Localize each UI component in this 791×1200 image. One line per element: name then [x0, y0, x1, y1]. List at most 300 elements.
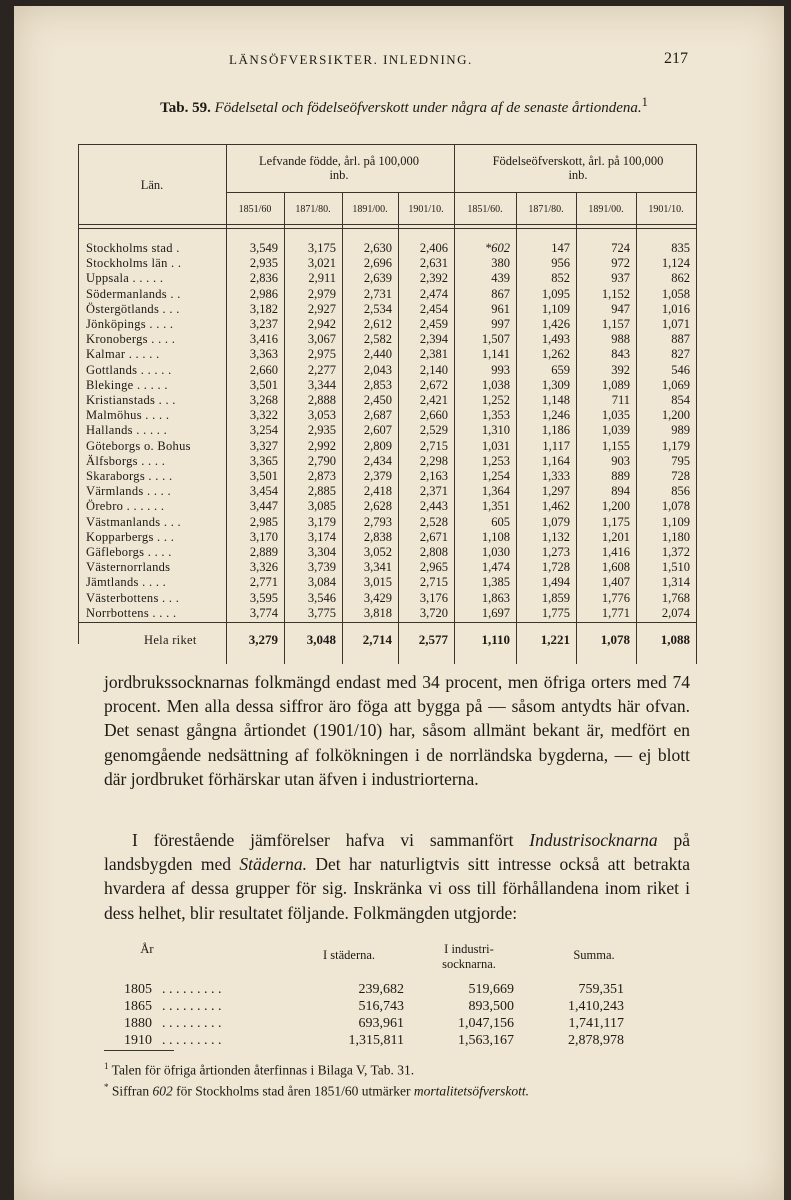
table-cell: 2,992: [307, 438, 336, 453]
table-cell: 439: [491, 271, 510, 286]
table-cell: 3,501: [249, 469, 278, 483]
table-cell: 2,371: [419, 484, 448, 499]
table-cell: 2,965: [419, 560, 448, 575]
table-cell: 956: [551, 256, 570, 271]
county-name: Örebro . . . . . .: [86, 499, 165, 514]
table-cell: 988: [611, 332, 630, 347]
table-cell: 2,986: [249, 286, 278, 301]
table-cell: 1,109: [661, 514, 690, 529]
table-row: [58, 270, 698, 286]
table-cell: 947: [611, 301, 630, 316]
table-cell: 3,176: [419, 590, 448, 605]
table-cell: 1,416: [601, 545, 630, 559]
table-cell: 1,155: [601, 438, 630, 453]
table-cell: 1,333: [541, 469, 570, 483]
paragraph-2-part-2: på landsbygden med: [104, 830, 690, 875]
table-cell: 2,715: [419, 438, 448, 453]
table-cell: 3,775: [307, 605, 336, 620]
table-cell: 1,351: [481, 499, 510, 514]
table-cell: 2,660: [419, 408, 448, 423]
table-cell: 843: [611, 347, 630, 362]
table-cell: 3,182: [249, 301, 278, 316]
table-cell: 380: [491, 256, 510, 271]
table-cell: 2,392: [419, 271, 448, 286]
table-cell: 2,687: [363, 408, 392, 423]
table-cell: 1,262: [541, 347, 570, 362]
table-cell: 1,152: [601, 286, 630, 301]
page-header: [14, 50, 784, 72]
table-cell: 2,379: [363, 469, 392, 483]
column-header-lan: Län.: [140, 178, 164, 192]
table-cell: 894: [611, 484, 630, 499]
table-cell: 2,696: [363, 256, 392, 271]
table-cell: 1,200: [601, 499, 630, 514]
table-cell: 1,157: [601, 317, 630, 331]
table-cell: 2,790: [307, 453, 336, 468]
table-cell: 3,774: [249, 605, 278, 620]
table-cell: 1,385: [481, 575, 510, 590]
table-cell: 1,039: [601, 423, 630, 438]
running-head: LÄNSÖFVERSIKTER. INLEDNING.: [229, 52, 473, 67]
table-row: [58, 301, 698, 317]
table-cell: 2,715: [419, 575, 448, 590]
table-cell: 1,771: [601, 605, 630, 620]
table-cell: 3,739: [307, 560, 336, 575]
paragraph-1: [104, 670, 690, 791]
table-cell: 1,095: [541, 286, 570, 301]
population-row: [124, 982, 664, 998]
table-cell: 2,577: [418, 632, 448, 647]
table-row: [58, 346, 698, 362]
table-row: [58, 453, 698, 469]
table-cell: 3,052: [363, 545, 392, 559]
population-industrial: 519,669: [468, 982, 514, 997]
table-label: Tab. 59.: [160, 100, 211, 116]
table-cell: 903: [611, 453, 630, 468]
table-cell: 2,808: [419, 545, 448, 559]
table-cell: 1,364: [481, 484, 510, 499]
table-cell: 2,935: [249, 256, 278, 271]
table-cell: 2,298: [419, 453, 448, 468]
table-cell: 2,406: [419, 241, 448, 255]
table-cell: 1,141: [481, 347, 510, 362]
footnote-2-emphasis: mortalitetsöfverskott.: [413, 1083, 529, 1098]
table-row: [58, 422, 698, 438]
population-cities: 516,743: [358, 999, 404, 1014]
table-cell: 1,775: [541, 605, 570, 620]
table-cell: 1,728: [541, 560, 570, 575]
footnote-1-text: Talen för öfriga årtionden återfinnas i Bilaga V, Tab. 31.: [111, 1062, 415, 1078]
table-cell: 1,254: [481, 469, 510, 483]
table-row: [58, 438, 698, 454]
table-cell: 1,252: [481, 393, 510, 407]
table-row: [58, 316, 698, 332]
county-name: Malmöhus . . . .: [86, 408, 170, 423]
table-cell: 2,074: [661, 605, 690, 620]
table-row: [58, 590, 698, 606]
table-cell: 1,510: [661, 560, 690, 575]
county-name: Jönköpings . . . .: [86, 317, 174, 331]
table-cell: 392: [611, 362, 630, 377]
table-cell: 2,459: [419, 317, 448, 331]
table-cell: 1,608: [601, 560, 630, 575]
population-cities: 693,961: [358, 1016, 404, 1031]
table-cell: 2,434: [363, 453, 392, 468]
table-cell: 1,859: [541, 590, 570, 605]
table-cell: 1,768: [661, 590, 690, 605]
table-cell: 2,534: [363, 301, 392, 316]
page-number: 217: [664, 50, 688, 67]
table-cell: 835: [671, 241, 690, 255]
county-name: Kronobergs . . . .: [86, 332, 176, 347]
table-cell: 2,836: [249, 271, 278, 286]
table-cell: 2,660: [249, 362, 278, 377]
county-name: Gäfleborgs . . . .: [86, 545, 172, 559]
table-cell: 2,418: [363, 484, 392, 499]
leader-dots: . . . . . . . . .: [162, 999, 222, 1014]
leader-dots: . . . . . . . . .: [162, 1016, 222, 1031]
population-year: 1805: [124, 982, 152, 997]
table-cell: 997: [491, 317, 510, 331]
table-cell: 862: [671, 271, 690, 286]
table-cell: 1,031: [481, 438, 510, 453]
table-cell: 3,084: [307, 575, 336, 590]
table-cell: 2,985: [249, 514, 278, 529]
table-cell: 546: [671, 362, 690, 377]
county-name: Västmanlands . . .: [86, 514, 181, 529]
county-name: Uppsala . . . . .: [86, 271, 164, 286]
footnote-2: [104, 1079, 694, 1100]
table-cell: 3,067: [307, 332, 336, 347]
population-sum: 759,351: [578, 982, 624, 997]
table-cell: 1,426: [541, 317, 570, 331]
table-cell: 3,174: [307, 529, 336, 544]
table-cell: 1,314: [661, 575, 690, 590]
period-header: 1871/80.: [528, 204, 564, 215]
table-cell: 2,381: [419, 347, 448, 362]
footnote-2-mark: *: [104, 1081, 109, 1092]
table-cell: 2,853: [363, 377, 392, 392]
table-cell: 2,440: [363, 347, 392, 362]
footnote-2-text-b: för Stockholms stad åren 1851/60 utmärker: [172, 1083, 414, 1098]
footnote-2-number: 602: [152, 1083, 173, 1098]
county-name: Värmlands . . . .: [86, 484, 171, 499]
book-page: [14, 6, 784, 1200]
population-row: [124, 999, 664, 1015]
table-cell: 3,363: [249, 347, 278, 362]
table-cell: 827: [671, 347, 690, 362]
table-cell: 1,776: [601, 590, 630, 605]
county-name: Kristianstads . . .: [86, 393, 176, 407]
table-cell: 2,809: [363, 438, 392, 453]
table-cell: 3,085: [307, 499, 336, 514]
paragraph-2-part-3: Det har naturligtvis sitt intresse också att betrakta hvardera af dessa grupper för sig. Inskränka vi oss till förhållandena inom riket i dess helhet, blir resultatet följande. Folkmängden utgjorde:: [104, 854, 691, 923]
table-cell: 3,546: [307, 590, 336, 605]
period-header: 1871/80.: [295, 204, 331, 215]
population-row: [124, 1016, 664, 1032]
table-cell: 2,394: [419, 332, 448, 347]
table-cell: 1,180: [661, 529, 690, 544]
period-header: 1901/10.: [408, 204, 444, 215]
population-sum: 1,410,243: [568, 999, 624, 1014]
footnote-mark: 1: [641, 95, 648, 109]
table-cell: 1,353: [481, 408, 510, 423]
table-cell: 1,078: [661, 499, 690, 514]
paragraph-2-emphasis-1: Industrisocknarna: [529, 830, 658, 850]
table-cell: 1,164: [541, 453, 570, 468]
table-cell: 1,407: [601, 575, 630, 590]
table-row: [58, 392, 698, 408]
table-cell: 3,429: [363, 590, 392, 605]
county-name: Östergötlands . . .: [86, 301, 180, 316]
table-cell: 1,474: [481, 560, 510, 575]
table-cell: 856: [671, 484, 690, 499]
table-row: [58, 483, 698, 499]
table-cell: 3,326: [249, 560, 278, 575]
population-industrial: 893,500: [468, 999, 514, 1014]
table-cell: 3,021: [307, 256, 336, 271]
county-name: Hela riket: [144, 633, 197, 647]
paragraph-2-text: [104, 828, 690, 925]
population-year: 1910: [124, 1033, 152, 1048]
county-name: Skaraborgs . . . .: [86, 469, 173, 483]
table-cell: 3,304: [307, 545, 336, 559]
county-name: Älfsborgs . . . .: [86, 453, 166, 468]
table-cell: 2,628: [363, 499, 392, 514]
table-cell: 1,200: [661, 408, 690, 423]
county-name: Hallands . . . . .: [86, 423, 168, 438]
county-name: Stockholms stad .: [86, 241, 180, 255]
table-cell: 3,341: [363, 560, 392, 575]
county-name: Kalmar . . . . .: [86, 347, 160, 362]
population-sum: 2,878,978: [568, 1033, 624, 1048]
table-cell: 1,697: [481, 605, 510, 620]
population-industrial: 1,047,156: [458, 1016, 514, 1031]
table-cell: 3,595: [249, 590, 278, 605]
population-header-cities: I städerna.: [322, 948, 376, 962]
table-cell: 3,237: [249, 317, 278, 331]
table-cell: 3,053: [307, 408, 336, 423]
footnote-rule: [104, 1050, 174, 1051]
group-header-births: Lefvande födde, årl. på 100,000 inb.: [258, 154, 419, 182]
table-cell: 147: [551, 241, 570, 255]
table-cell: 1,117: [542, 438, 570, 453]
table-cell: 2,873: [307, 469, 336, 483]
table-cell: 3,344: [307, 377, 336, 392]
table-row: [58, 377, 698, 393]
table-cell: 3,254: [249, 423, 278, 438]
table-cell: 605: [491, 514, 510, 529]
table-cell: 1,071: [661, 317, 690, 331]
table-cell: 1,038: [481, 377, 510, 392]
population-header-sum: Summa.: [573, 948, 615, 962]
table-cell: 3,501: [249, 377, 278, 392]
table-cell: 2,838: [363, 529, 392, 544]
county-name: Kopparbergs . . .: [86, 529, 175, 544]
paragraph-2-emphasis-2: Städerna.: [239, 854, 307, 875]
table-cell: 3,416: [249, 332, 278, 347]
table-cell: 1,273: [541, 545, 570, 559]
table-cell: 889: [611, 469, 630, 483]
table-cell: 2,612: [363, 317, 392, 331]
table-row: [58, 574, 698, 590]
table-cell: 1,201: [601, 529, 630, 544]
table-row: [58, 498, 698, 514]
county-name: Norrbottens . . . .: [86, 605, 177, 620]
table-row: [58, 255, 698, 271]
period-header: 1901/10.: [648, 204, 684, 215]
table-caption: [74, 92, 734, 118]
table-cell: 1,186: [541, 423, 570, 438]
leader-dots: . . . . . . . . .: [162, 982, 222, 997]
table-cell: 2,942: [307, 317, 336, 331]
table-cell: 2,450: [363, 393, 392, 407]
table-cell: 2,671: [419, 529, 448, 544]
table-row: [58, 514, 698, 530]
table-cell: 1,088: [660, 632, 690, 647]
county-name: Västernorrlands: [86, 560, 171, 575]
table-cell: 1,079: [541, 514, 570, 529]
table-cell: 659: [551, 362, 570, 377]
county-name: Västerbottens . . .: [86, 590, 180, 605]
table-cell: 728: [671, 469, 690, 483]
table-row: [58, 286, 698, 302]
county-name: Blekinge . . . . .: [86, 377, 168, 392]
table-cell: 724: [611, 241, 630, 255]
table-row: [58, 407, 698, 423]
table-cell: 2,885: [307, 484, 336, 499]
population-row: [124, 1033, 664, 1049]
table-cell: 1,108: [481, 529, 510, 544]
table-cell: 1,863: [481, 590, 510, 605]
table-row: [58, 529, 698, 545]
table-cell: 1,035: [601, 408, 630, 423]
table-cell: 2,582: [363, 332, 392, 347]
table-cell: 2,140: [419, 362, 448, 377]
table-cell: 1,246: [541, 408, 570, 423]
table-cell: 1,507: [481, 332, 510, 347]
table-row: [58, 544, 698, 560]
birth-rate-table: [58, 144, 698, 664]
period-header: 1851/60: [238, 204, 272, 215]
table-cell: 972: [611, 256, 630, 271]
table-cell: 2,639: [363, 271, 392, 286]
table-cell: 3,549: [249, 241, 278, 255]
table-cell: 3,818: [363, 605, 392, 620]
table-row: [58, 559, 698, 575]
table-cell: 854: [671, 393, 690, 407]
county-name: Göteborgs o. Bohus: [86, 438, 191, 453]
table-cell: 2,979: [307, 286, 336, 301]
table-cell: 2,714: [362, 632, 392, 647]
table-cell: 3,175: [307, 241, 336, 255]
paragraph-2: [104, 828, 690, 925]
table-cell: 2,163: [419, 469, 448, 483]
table-cell: 1,253: [481, 453, 510, 468]
county-name: Jämtlands . . . .: [86, 575, 167, 590]
table-cell: 3,015: [363, 575, 392, 590]
table-cell: 1,030: [481, 545, 510, 559]
table-cell: 1,175: [601, 514, 630, 529]
population-sum: 1,741,117: [568, 1016, 624, 1031]
table-cell: 2,529: [419, 423, 448, 438]
table-cell: 3,365: [249, 453, 278, 468]
table-cell: 2,793: [363, 514, 392, 529]
population-header-year: År: [140, 942, 154, 956]
table-cell: 1,089: [601, 377, 630, 392]
table-cell: 1,462: [541, 499, 570, 514]
table-cell: 2,607: [363, 423, 392, 438]
table-cell: 2,889: [249, 545, 278, 559]
population-cities: 1,315,811: [348, 1033, 404, 1048]
table-cell: 2,277: [307, 362, 336, 377]
period-header: 1891/00.: [588, 204, 624, 215]
table-cell: 1,221: [540, 632, 570, 647]
table-cell: 961: [491, 301, 510, 316]
table-cell: 1,069: [661, 377, 690, 392]
table-cell: 2,935: [307, 423, 336, 438]
population-header-industrial: I industri-socknarna.: [442, 942, 496, 971]
population-year: 1880: [124, 1016, 152, 1031]
table-cell: 1,148: [541, 393, 570, 407]
paragraph-1-text: jordbrukssocknarnas folkmängd endast med 34 procent, men öfriga orters med 74 procent. Men alla dessa siffror äro föga att bygga på — såsom antydts här ofvan. Det senast gångna årtiondet (1901/10) har, såsom allmänt bekant är, medfört en genomgående nedsättning af folkökningen i de norrländska bygderna, — ej blott där jordbruket förhärskar utan äfven i industriorterna.: [104, 672, 690, 789]
table-cell: 1,058: [661, 286, 690, 301]
population-cities: 239,682: [358, 982, 404, 997]
table-cell: 3,327: [249, 438, 278, 453]
table-cell: 867: [491, 286, 510, 301]
table-row: [58, 331, 698, 347]
table-cell: 2,454: [419, 301, 448, 316]
table-cell: 989: [671, 423, 690, 438]
county-name: Gottlands . . . . .: [86, 362, 172, 377]
table-cell: 2,631: [419, 256, 448, 271]
table-cell: 2,474: [419, 286, 448, 301]
table-cell: 1,372: [661, 545, 690, 559]
paragraph-2-part-1: I förestående jämförelser hafva vi sammanfört: [132, 830, 530, 850]
period-header: 1851/60.: [467, 204, 503, 215]
table-cell: 3,268: [249, 393, 278, 407]
table-cell: 3,720: [419, 605, 448, 620]
table-cell: 3,179: [307, 514, 336, 529]
table-row: [58, 240, 698, 256]
table-cell: 2,731: [363, 286, 392, 301]
table-cell: 2,043: [363, 362, 392, 377]
table-cell: 3,322: [249, 408, 278, 423]
footnote-1-mark: 1: [104, 1061, 109, 1071]
table-cell: 1,078: [600, 632, 630, 647]
table-cell: 3,170: [249, 529, 278, 544]
group-header-surplus: Födelseöfverskott, årl. på 100,000 inb.: [492, 154, 664, 182]
table-cell: 1,493: [541, 332, 570, 347]
table-cell: 711: [611, 393, 630, 407]
table-cell: 2,771: [249, 575, 278, 590]
table-cell: 1,110: [481, 632, 510, 647]
county-name: Södermanlands . .: [86, 286, 181, 301]
table-cell: 3,447: [249, 499, 278, 514]
table-cell: 2,927: [307, 301, 336, 316]
period-header: 1891/00.: [352, 204, 388, 215]
table-cell: 1,132: [541, 529, 570, 544]
table-cell: 2,443: [419, 499, 448, 514]
table-cell: 2,528: [419, 514, 448, 529]
table-total-row: [58, 632, 698, 648]
table-cell: 2,672: [419, 377, 448, 392]
table-cell: 937: [611, 271, 630, 286]
table-cell: 2,421: [419, 393, 448, 407]
leader-dots: . . . . . . . . .: [162, 1033, 222, 1048]
table-cell: 3,279: [248, 632, 278, 647]
table-cell: 3,454: [249, 484, 278, 499]
